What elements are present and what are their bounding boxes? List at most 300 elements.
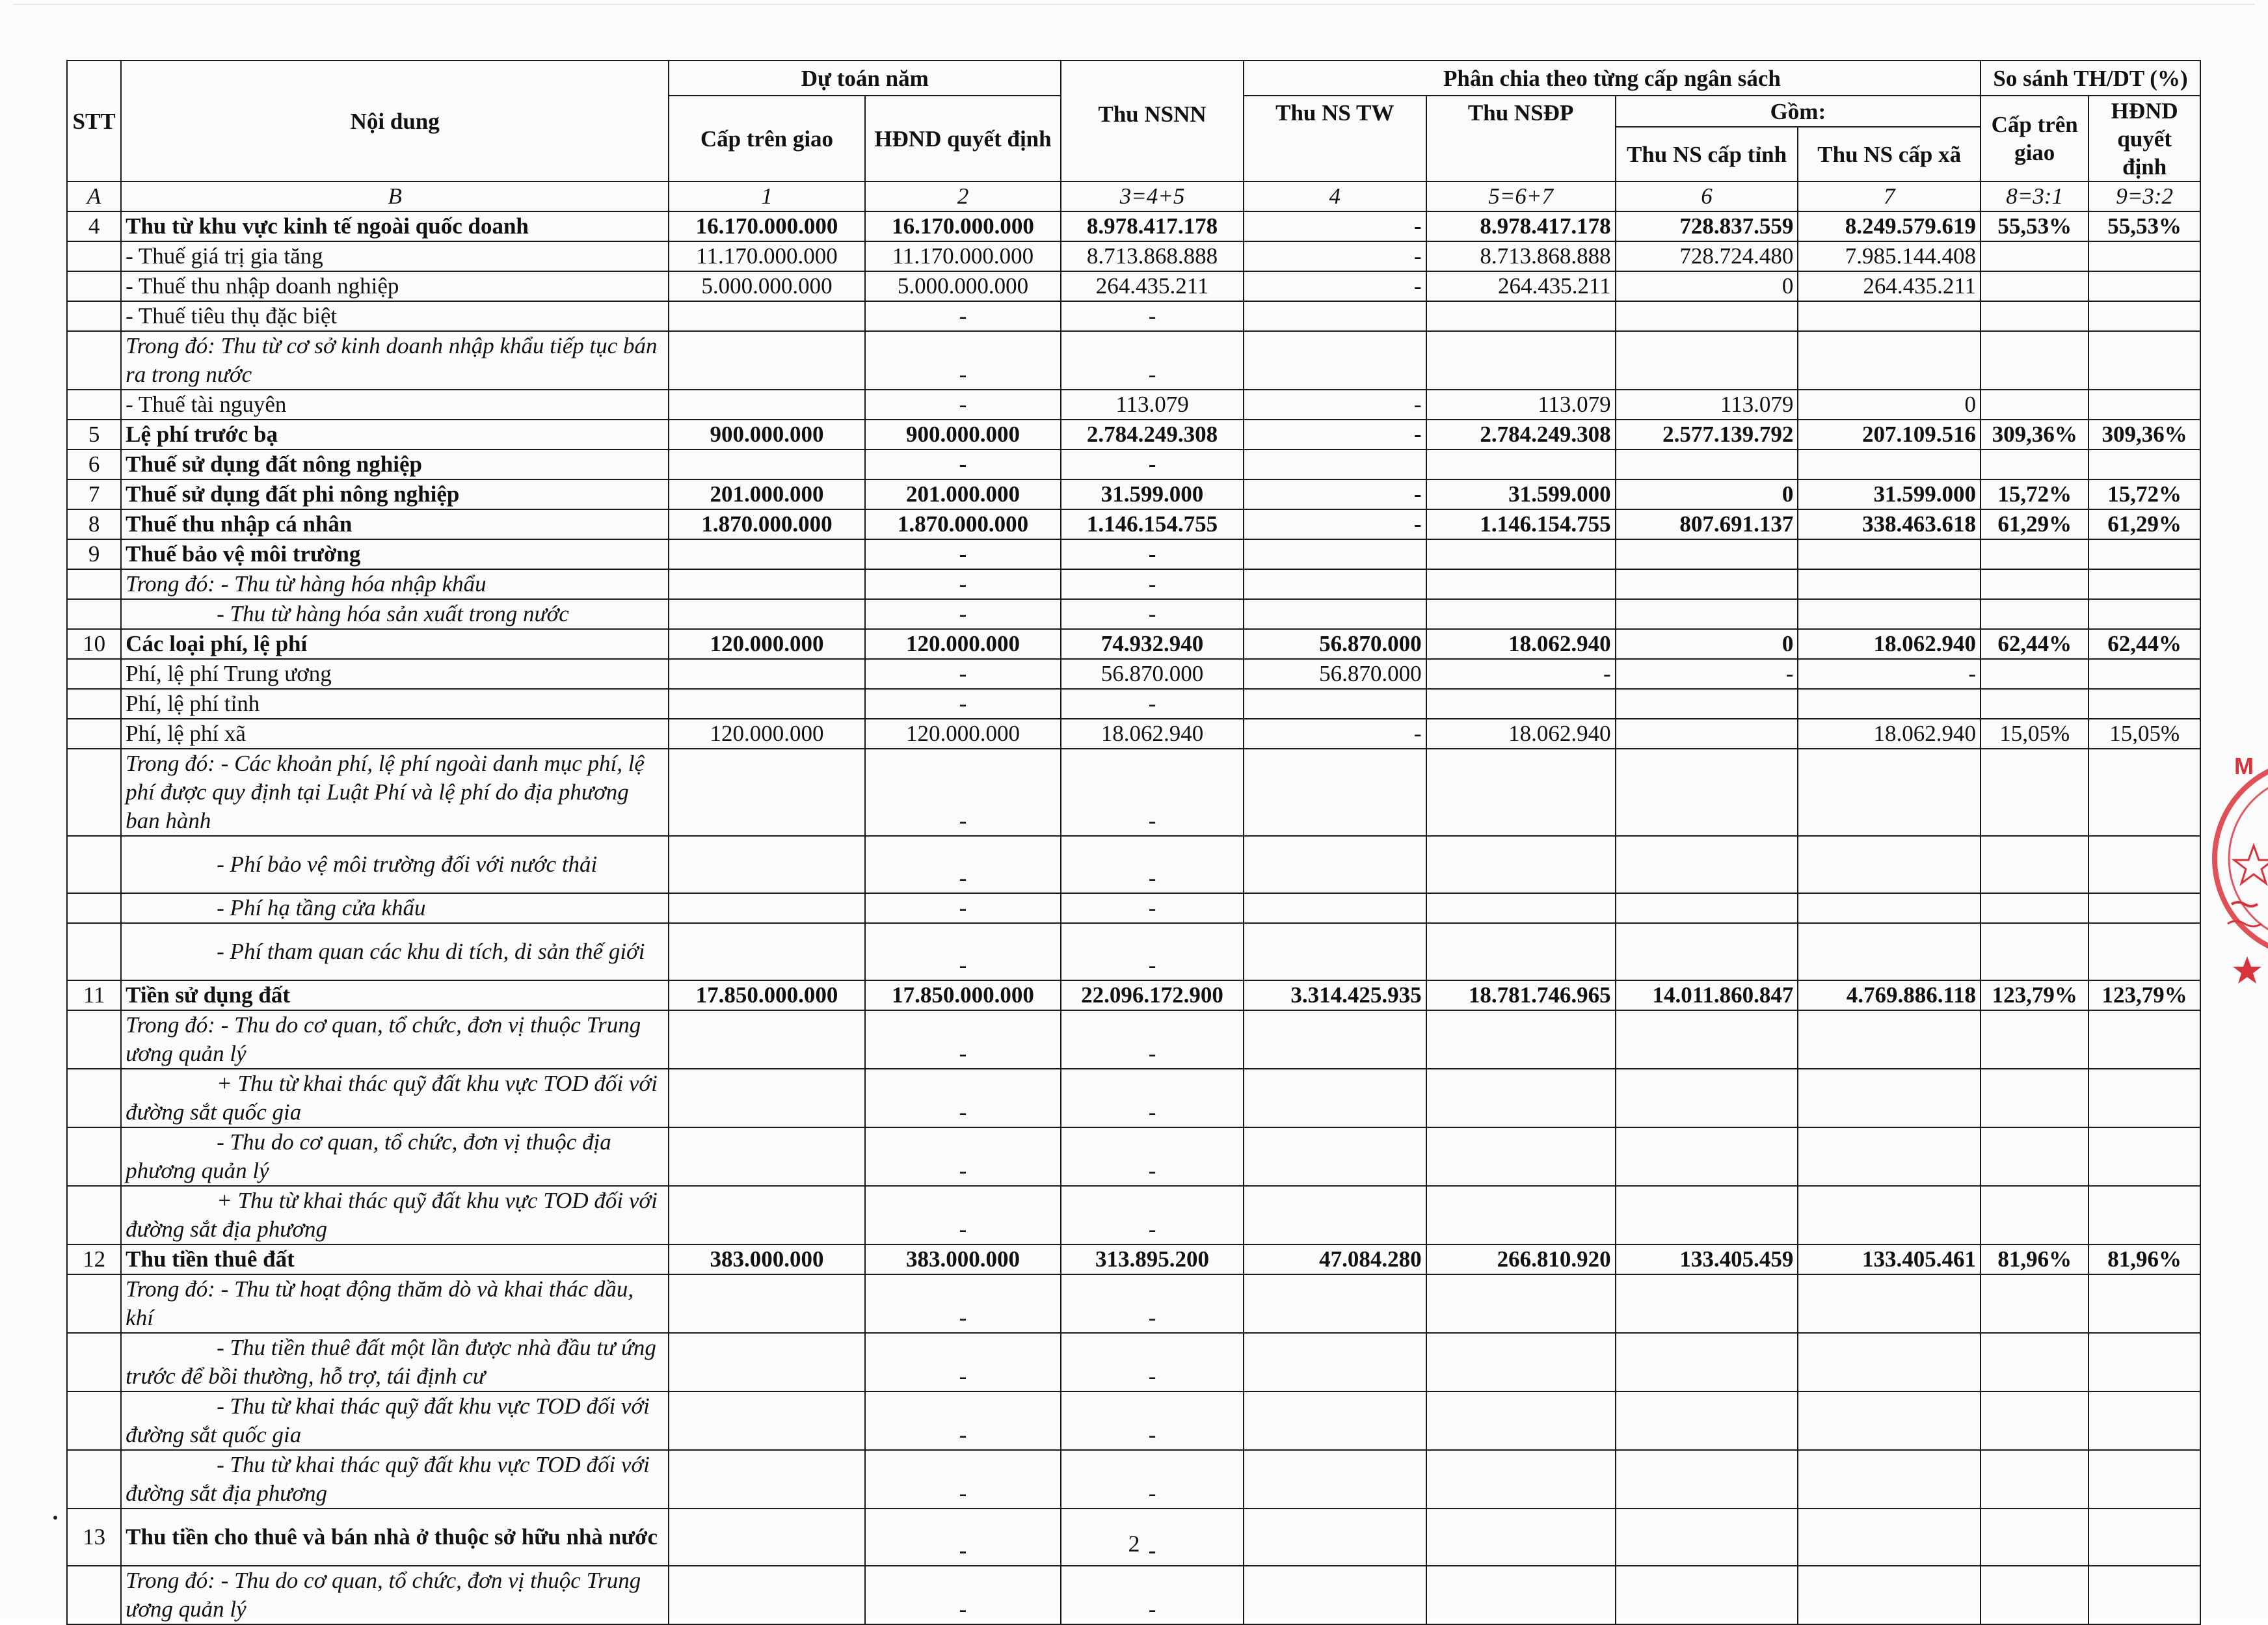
value-cell: 0	[1616, 479, 1798, 509]
stt-cell	[67, 1391, 121, 1450]
value-cell	[669, 893, 864, 923]
value-cell	[1244, 569, 1426, 599]
value-cell: 18.781.746.965	[1426, 980, 1616, 1010]
value-cell	[1426, 923, 1616, 980]
table-row	[67, 1069, 2200, 1127]
value-cell	[1616, 539, 1798, 569]
value-cell: 266.810.920	[1426, 1244, 1616, 1274]
content-cell: - Thuế thu nhập doanh nghiệp	[121, 271, 669, 301]
table-row-section	[67, 479, 2200, 509]
value-cell: -	[1061, 331, 1244, 390]
value-cell: 5.000.000.000	[865, 271, 1061, 301]
value-cell	[1981, 1127, 2088, 1186]
value-cell	[1426, 893, 1616, 923]
value-cell: 264.435.211	[1426, 271, 1616, 301]
value-cell: 383.000.000	[865, 1244, 1061, 1274]
stt-cell	[67, 1333, 121, 1391]
table-row	[67, 1274, 2200, 1333]
stt-cell	[67, 1450, 121, 1509]
table-row	[67, 390, 2200, 420]
value-cell	[1798, 331, 1981, 390]
value-cell: 1.870.000.000	[865, 509, 1061, 539]
value-cell: -	[1061, 749, 1244, 836]
value-cell	[669, 836, 864, 893]
value-cell: -	[1244, 241, 1426, 271]
content-cell: Thuế bảo vệ môi trường	[121, 539, 669, 569]
content-cell: Thuế thu nhập cá nhân	[121, 509, 669, 539]
value-cell: -	[865, 1333, 1061, 1391]
value-cell: 313.895.200	[1061, 1244, 1244, 1274]
value-cell	[1616, 749, 1798, 836]
value-cell: 264.435.211	[1061, 271, 1244, 301]
value-cell: -	[865, 1127, 1061, 1186]
value-cell	[1981, 1274, 2088, 1333]
header-gom: Gồm:	[1616, 96, 1981, 127]
value-cell: 22.096.172.900	[1061, 980, 1244, 1010]
table-row	[67, 301, 2200, 331]
index-cell: B	[121, 181, 669, 211]
value-cell	[1798, 923, 1981, 980]
stt-cell: 13	[67, 1509, 121, 1566]
value-cell: -	[1061, 301, 1244, 331]
stt-cell	[67, 599, 121, 629]
table-row	[67, 1186, 2200, 1244]
value-cell	[1244, 836, 1426, 893]
value-cell: 74.932.940	[1061, 629, 1244, 659]
value-cell	[1426, 1450, 1616, 1509]
header-stt: STT	[67, 60, 121, 181]
value-cell	[1798, 1186, 1981, 1244]
value-cell	[1426, 1566, 1616, 1624]
value-cell	[1981, 1069, 2088, 1127]
index-cell: A	[67, 181, 121, 211]
stt-cell: 8	[67, 509, 121, 539]
content-cell: - Phí tham quan các khu di tích, di sản thế giới	[121, 923, 669, 980]
value-cell: 17.850.000.000	[669, 980, 864, 1010]
value-cell	[1616, 1010, 1798, 1069]
value-cell: 56.870.000	[1244, 659, 1426, 689]
value-cell: -	[865, 450, 1061, 479]
stt-cell	[67, 390, 121, 420]
value-cell	[1426, 331, 1616, 390]
value-cell: -	[1244, 420, 1426, 450]
value-cell: 123,79%	[2088, 980, 2200, 1010]
table-body	[67, 181, 2200, 1624]
value-cell: 1.146.154.755	[1426, 509, 1616, 539]
value-cell: -	[865, 1509, 1061, 1566]
value-cell	[1616, 301, 1798, 331]
value-cell	[2088, 1274, 2200, 1333]
index-cell: 6	[1616, 181, 1798, 211]
value-cell: 900.000.000	[865, 420, 1061, 450]
stt-cell	[67, 331, 121, 390]
value-cell: 16.170.000.000	[669, 211, 864, 241]
value-cell: 900.000.000	[669, 420, 864, 450]
value-cell	[2088, 749, 2200, 836]
table-row	[67, 836, 2200, 893]
value-cell	[1798, 1069, 1981, 1127]
value-cell: 15,05%	[2088, 719, 2200, 749]
value-cell: -	[865, 331, 1061, 390]
value-cell: 16.170.000.000	[865, 211, 1061, 241]
value-cell	[1244, 1274, 1426, 1333]
value-cell	[1244, 331, 1426, 390]
value-cell: -	[865, 1274, 1061, 1333]
content-cell: Thu tiền cho thuê và bán nhà ở thuộc sở hữu nhà nước	[121, 1509, 669, 1566]
value-cell: 18.062.940	[1061, 719, 1244, 749]
value-cell	[1981, 923, 2088, 980]
value-cell	[1798, 893, 1981, 923]
value-cell	[669, 749, 864, 836]
value-cell	[1981, 893, 2088, 923]
stt-cell: 10	[67, 629, 121, 659]
value-cell	[2088, 450, 2200, 479]
value-cell	[2088, 1450, 2200, 1509]
value-cell: 113.079	[1426, 390, 1616, 420]
table-row	[67, 1391, 2200, 1450]
value-cell	[1616, 719, 1798, 749]
value-cell	[2088, 1391, 2200, 1450]
stt-cell: 7	[67, 479, 121, 509]
value-cell: 264.435.211	[1798, 271, 1981, 301]
header-ss-hdnd-quyet-dinh: HĐND quyết định	[2088, 96, 2200, 181]
index-cell: 2	[865, 181, 1061, 211]
value-cell: 120.000.000	[865, 719, 1061, 749]
stt-cell	[67, 241, 121, 271]
value-cell	[1798, 1391, 1981, 1450]
index-cell: 8=3:1	[1981, 181, 2088, 211]
value-cell	[1616, 1127, 1798, 1186]
value-cell	[669, 1391, 864, 1450]
content-cell: Thuế sử dụng đất nông nghiệp	[121, 450, 669, 479]
value-cell	[2088, 539, 2200, 569]
value-cell	[1616, 1450, 1798, 1509]
stt-cell	[67, 893, 121, 923]
value-cell: 113.079	[1616, 390, 1798, 420]
value-cell: 18.062.940	[1426, 629, 1616, 659]
header-thu-ns-tw: Thu NS TW	[1244, 96, 1426, 181]
value-cell	[1981, 539, 2088, 569]
value-cell: 338.463.618	[1798, 509, 1981, 539]
value-cell: 2.784.249.308	[1061, 420, 1244, 450]
stt-cell	[67, 836, 121, 893]
value-cell	[1981, 836, 2088, 893]
stt-cell	[67, 1274, 121, 1333]
value-cell: -	[865, 1391, 1061, 1450]
value-cell: 62,44%	[2088, 629, 2200, 659]
scan-edge	[13, 4, 2255, 5]
value-cell: -	[1426, 659, 1616, 689]
value-cell: 55,53%	[1981, 211, 2088, 241]
value-cell	[1981, 1010, 2088, 1069]
value-cell: -	[1061, 1274, 1244, 1333]
value-cell	[2088, 923, 2200, 980]
value-cell: -	[865, 390, 1061, 420]
value-cell	[669, 331, 864, 390]
value-cell: -	[1061, 836, 1244, 893]
content-cell: Trong đó: Thu từ cơ sở kinh doanh nhập khẩu tiếp tục bán ra trong nước	[121, 331, 669, 390]
content-cell: - Phí hạ tầng cửa khẩu	[121, 893, 669, 923]
value-cell: 8.713.868.888	[1061, 241, 1244, 271]
content-cell: - Thu do cơ quan, tổ chức, đơn vị thuộc địa phương quản lý	[121, 1127, 669, 1186]
content-cell: Phí, lệ phí Trung ương	[121, 659, 669, 689]
value-cell	[2088, 301, 2200, 331]
value-cell	[1426, 539, 1616, 569]
value-cell	[1244, 539, 1426, 569]
header-thu-nsnn: Thu NSNN	[1061, 60, 1244, 181]
value-cell	[2088, 1127, 2200, 1186]
table-row	[67, 749, 2200, 836]
value-cell	[1426, 836, 1616, 893]
table-row	[67, 1450, 2200, 1509]
stt-cell	[67, 689, 121, 719]
value-cell	[669, 689, 864, 719]
value-cell: -	[1061, 1391, 1244, 1450]
value-cell	[1981, 1333, 2088, 1391]
value-cell	[1798, 450, 1981, 479]
value-cell	[669, 659, 864, 689]
value-cell	[669, 1566, 864, 1624]
table-row	[67, 1010, 2200, 1069]
value-cell	[1798, 599, 1981, 629]
value-cell: 1.146.154.755	[1061, 509, 1244, 539]
table-row-section	[67, 211, 2200, 241]
value-cell: 120.000.000	[865, 629, 1061, 659]
value-cell	[1244, 1566, 1426, 1624]
content-cell: - Thu từ khai thác quỹ đất khu vực TOD đối với đường sắt quốc gia	[121, 1391, 669, 1450]
value-cell: 309,36%	[1981, 420, 2088, 450]
value-cell: 11.170.000.000	[669, 241, 864, 271]
value-cell	[1426, 1127, 1616, 1186]
value-cell: -	[1061, 1450, 1244, 1509]
value-cell	[669, 1069, 864, 1127]
content-cell: Thu từ khu vực kinh tế ngoài quốc doanh	[121, 211, 669, 241]
value-cell	[1616, 893, 1798, 923]
value-cell	[669, 539, 864, 569]
table-row	[67, 659, 2200, 689]
value-cell	[1981, 390, 2088, 420]
value-cell	[1426, 1333, 1616, 1391]
value-cell: 31.599.000	[1798, 479, 1981, 509]
value-cell	[1244, 1333, 1426, 1391]
value-cell: 0	[1616, 629, 1798, 659]
value-cell: 201.000.000	[865, 479, 1061, 509]
value-cell: 81,96%	[2088, 1244, 2200, 1274]
value-cell: 55,53%	[2088, 211, 2200, 241]
value-cell: 8.249.579.619	[1798, 211, 1981, 241]
header-thu-nsdp: Thu NSĐP	[1426, 96, 1616, 181]
value-cell: -	[865, 836, 1061, 893]
table-row-section	[67, 980, 2200, 1010]
value-cell: 8.978.417.178	[1061, 211, 1244, 241]
value-cell: 3.314.425.935	[1244, 980, 1426, 1010]
value-cell: 47.084.280	[1244, 1244, 1426, 1274]
value-cell	[2088, 569, 2200, 599]
stt-cell	[67, 271, 121, 301]
value-cell	[2088, 599, 2200, 629]
value-cell	[1426, 1274, 1616, 1333]
value-cell	[1981, 1450, 2088, 1509]
header-thu-ns-cap-tinh: Thu NS cấp tỉnh	[1616, 127, 1798, 181]
content-cell: - Thu tiền thuê đất một lần được nhà đầu tư ứng trước để bồi thường, hỗ trợ, tái định cư	[121, 1333, 669, 1391]
value-cell	[1798, 1127, 1981, 1186]
value-cell: 383.000.000	[669, 1244, 864, 1274]
header-hdnd-quyet-dinh: HĐND quyết định	[865, 96, 1061, 181]
value-cell	[1981, 659, 2088, 689]
value-cell	[1244, 923, 1426, 980]
table-row	[67, 689, 2200, 719]
value-cell	[1981, 331, 2088, 390]
table-row	[67, 719, 2200, 749]
value-cell	[1798, 1450, 1981, 1509]
value-cell: 8.978.417.178	[1426, 211, 1616, 241]
stt-cell	[67, 1566, 121, 1624]
value-cell: 201.000.000	[669, 479, 864, 509]
value-cell	[669, 599, 864, 629]
column-index-row	[67, 181, 2200, 211]
value-cell	[669, 1450, 864, 1509]
value-cell: 807.691.137	[1616, 509, 1798, 539]
value-cell: 8.713.868.888	[1426, 241, 1616, 271]
value-cell	[1798, 749, 1981, 836]
value-cell: -	[865, 569, 1061, 599]
value-cell: -	[1244, 211, 1426, 241]
value-cell: 31.599.000	[1061, 479, 1244, 509]
value-cell	[1798, 1274, 1981, 1333]
value-cell: -	[865, 1010, 1061, 1069]
value-cell	[1798, 569, 1981, 599]
value-cell	[1798, 539, 1981, 569]
stt-cell	[67, 1010, 121, 1069]
table-row	[67, 1566, 2200, 1624]
value-cell	[1981, 1566, 2088, 1624]
index-cell: 7	[1798, 181, 1981, 211]
value-cell	[1616, 1186, 1798, 1244]
content-cell: - Thu từ hàng hóa sản xuất trong nước	[121, 599, 669, 629]
table-row-section	[67, 420, 2200, 450]
content-cell: - Thu từ khai thác quỹ đất khu vực TOD đối với đường sắt địa phương	[121, 1450, 669, 1509]
index-cell: 3=4+5	[1061, 181, 1244, 211]
value-cell: -	[1061, 450, 1244, 479]
value-cell	[1244, 1186, 1426, 1244]
value-cell: 113.079	[1061, 390, 1244, 420]
stt-cell	[67, 1069, 121, 1127]
table-row	[67, 893, 2200, 923]
value-cell: 17.850.000.000	[865, 980, 1061, 1010]
content-cell: Phí, lệ phí tỉnh	[121, 689, 669, 719]
value-cell: 120.000.000	[669, 719, 864, 749]
value-cell	[1244, 450, 1426, 479]
value-cell: -	[865, 1450, 1061, 1509]
value-cell: -	[1244, 509, 1426, 539]
index-cell: 5=6+7	[1426, 181, 1616, 211]
table-row	[67, 241, 2200, 271]
value-cell: -	[865, 689, 1061, 719]
scan-mark	[53, 1516, 57, 1520]
value-cell	[1616, 1274, 1798, 1333]
value-cell	[1244, 1069, 1426, 1127]
value-cell: 4.769.886.118	[1798, 980, 1981, 1010]
value-cell: 123,79%	[1981, 980, 2088, 1010]
value-cell: -	[865, 1566, 1061, 1624]
value-cell: -	[1616, 659, 1798, 689]
value-cell	[1616, 689, 1798, 719]
red-seal-stamp	[2208, 709, 2268, 1008]
header-phan-chia: Phân chia theo từng cấp ngân sách	[1244, 60, 1981, 96]
value-cell	[1244, 749, 1426, 836]
content-cell: Trong đó: - Thu do cơ quan, tổ chức, đơn vị thuộc Trung ương quản lý	[121, 1010, 669, 1069]
value-cell	[2088, 893, 2200, 923]
value-cell	[2088, 1069, 2200, 1127]
value-cell	[669, 1127, 864, 1186]
value-cell: 31.599.000	[1426, 479, 1616, 509]
value-cell: -	[865, 923, 1061, 980]
value-cell	[1616, 923, 1798, 980]
value-cell	[1981, 569, 2088, 599]
value-cell	[1981, 271, 2088, 301]
value-cell	[1244, 1450, 1426, 1509]
stt-cell	[67, 923, 121, 980]
stt-cell	[67, 749, 121, 836]
value-cell: -	[1061, 1186, 1244, 1244]
stt-cell: 4	[67, 211, 121, 241]
value-cell	[1244, 1391, 1426, 1450]
value-cell	[1244, 599, 1426, 629]
value-cell: -	[1244, 719, 1426, 749]
value-cell	[1798, 1010, 1981, 1069]
header-so-sanh: So sánh TH/DT (%)	[1981, 60, 2200, 96]
value-cell	[1426, 689, 1616, 719]
stt-cell: 6	[67, 450, 121, 479]
value-cell	[2088, 689, 2200, 719]
value-cell	[1981, 301, 2088, 331]
value-cell	[1616, 836, 1798, 893]
value-cell: 81,96%	[1981, 1244, 2088, 1274]
value-cell	[1244, 1010, 1426, 1069]
value-cell: -	[1244, 390, 1426, 420]
value-cell	[1798, 1566, 1981, 1624]
content-cell: - Thuế giá trị gia tăng	[121, 241, 669, 271]
value-cell	[2088, 1333, 2200, 1391]
value-cell	[2088, 1010, 2200, 1069]
value-cell	[1616, 599, 1798, 629]
budget-table	[66, 60, 2201, 1625]
value-cell: -	[1061, 1010, 1244, 1069]
content-cell: Thuế sử dụng đất phi nông nghiệp	[121, 479, 669, 509]
value-cell: 5.000.000.000	[669, 271, 864, 301]
value-cell: -	[865, 893, 1061, 923]
value-cell: -	[1061, 893, 1244, 923]
stt-cell: 12	[67, 1244, 121, 1274]
table-row	[67, 271, 2200, 301]
value-cell	[1981, 749, 2088, 836]
stt-cell	[67, 719, 121, 749]
value-cell	[669, 1010, 864, 1069]
value-cell	[1798, 301, 1981, 331]
value-cell	[2088, 1566, 2200, 1624]
value-cell	[1426, 1186, 1616, 1244]
table-row	[67, 569, 2200, 599]
value-cell	[2088, 271, 2200, 301]
value-cell	[1616, 1333, 1798, 1391]
value-cell	[1244, 1127, 1426, 1186]
value-cell	[1426, 450, 1616, 479]
table-row-section	[67, 450, 2200, 479]
value-cell: 15,72%	[1981, 479, 2088, 509]
value-cell	[1981, 241, 2088, 271]
value-cell: 11.170.000.000	[865, 241, 1061, 271]
value-cell	[669, 1274, 864, 1333]
